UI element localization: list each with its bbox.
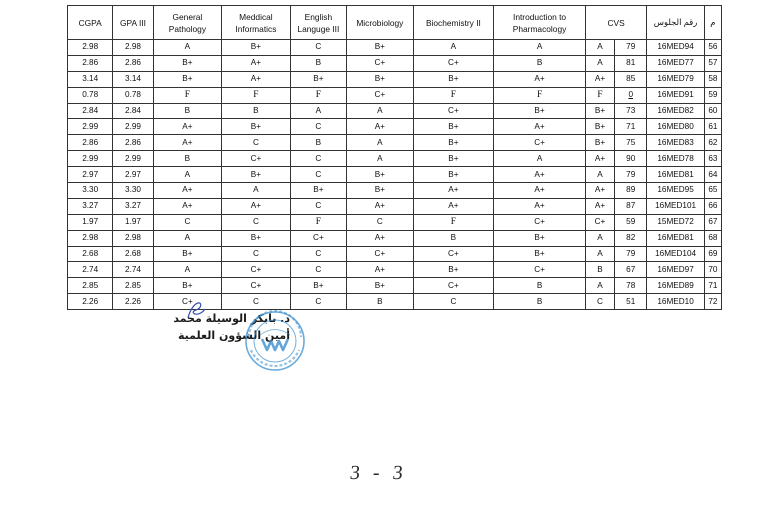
cvs-score-cell: 71 bbox=[615, 119, 647, 135]
medical-informatics-cell: F bbox=[222, 87, 291, 103]
cvs-score-cell: 85 bbox=[615, 71, 647, 87]
microbiology-cell: C bbox=[347, 214, 414, 230]
gpa-cell: 3.14 bbox=[113, 71, 153, 87]
table-row bbox=[68, 119, 722, 135]
table-row bbox=[68, 214, 722, 230]
page-number: 3 - 3 bbox=[348, 462, 408, 484]
pharmacology-cell: C+ bbox=[494, 262, 586, 278]
gpa-cell: 2.99 bbox=[113, 119, 153, 135]
cvs-score-cell: 73 bbox=[615, 103, 647, 119]
microbiology-cell: A+ bbox=[347, 198, 414, 214]
microbiology-cell: C+ bbox=[347, 246, 414, 262]
biochemistry-cell: C+ bbox=[413, 103, 494, 119]
table-row bbox=[68, 230, 722, 246]
seat-number-cell: 16MED101 bbox=[647, 198, 704, 214]
gpa-cell: 2.99 bbox=[113, 151, 153, 167]
table-row bbox=[68, 278, 722, 294]
cvs-grade-cell: B bbox=[585, 262, 614, 278]
english-cell: B bbox=[290, 135, 346, 151]
seat-number-cell: 16MED77 bbox=[647, 55, 704, 71]
microbiology-cell: A bbox=[347, 103, 414, 119]
english-cell: A bbox=[290, 103, 346, 119]
serial-cell: 62 bbox=[704, 135, 721, 151]
cgpa-cell: 2.86 bbox=[68, 55, 113, 71]
english-cell: C bbox=[290, 167, 346, 183]
serial-cell: 57 bbox=[704, 55, 721, 71]
header-cgpa: CGPA bbox=[68, 6, 113, 40]
serial-cell: 71 bbox=[704, 278, 721, 294]
cvs-score-cell: 79 bbox=[615, 40, 647, 56]
cvs-grade-cell: A+ bbox=[585, 183, 614, 199]
cvs-grade-cell: B+ bbox=[585, 103, 614, 119]
table-row bbox=[68, 71, 722, 87]
microbiology-cell: A+ bbox=[347, 119, 414, 135]
cvs-score-cell: 67 bbox=[615, 262, 647, 278]
cgpa-cell: 3.27 bbox=[68, 198, 113, 214]
cgpa-cell: 2.26 bbox=[68, 294, 113, 310]
cvs-score-cell: 78 bbox=[615, 278, 647, 294]
english-cell: F bbox=[290, 214, 346, 230]
gpa-cell: 0.78 bbox=[113, 87, 153, 103]
microbiology-cell: B+ bbox=[347, 167, 414, 183]
pharmacology-cell: A+ bbox=[494, 167, 586, 183]
cvs-score-cell: 81 bbox=[615, 55, 647, 71]
pharmacology-cell: B bbox=[494, 278, 586, 294]
cvs-grade-cell: C+ bbox=[585, 214, 614, 230]
biochemistry-cell: B+ bbox=[413, 119, 494, 135]
medical-informatics-cell: B+ bbox=[222, 40, 291, 56]
seat-number-cell: 16MED81 bbox=[647, 167, 704, 183]
cgpa-cell: 2.98 bbox=[68, 40, 113, 56]
grades-table bbox=[67, 5, 722, 310]
cvs-score-cell: 82 bbox=[615, 230, 647, 246]
general-pathology-cell: C bbox=[153, 214, 222, 230]
cvs-score-cell: 0 bbox=[615, 87, 647, 103]
gpa-cell: 2.97 bbox=[113, 167, 153, 183]
cvs-score-cell: 90 bbox=[615, 151, 647, 167]
table-row bbox=[68, 262, 722, 278]
header-gpa: GPA III bbox=[113, 6, 153, 40]
table-row bbox=[68, 135, 722, 151]
pharmacology-cell: B bbox=[494, 294, 586, 310]
general-pathology-cell: B+ bbox=[153, 246, 222, 262]
biochemistry-cell: A+ bbox=[413, 183, 494, 199]
cvs-score-cell: 87 bbox=[615, 198, 647, 214]
serial-cell: 61 bbox=[704, 119, 721, 135]
microbiology-cell: A+ bbox=[347, 230, 414, 246]
cvs-grade-cell: A bbox=[585, 246, 614, 262]
pharmacology-cell: B bbox=[494, 55, 586, 71]
serial-cell: 59 bbox=[704, 87, 721, 103]
cgpa-cell: 2.86 bbox=[68, 135, 113, 151]
cvs-score-cell: 79 bbox=[615, 246, 647, 262]
biochemistry-cell: C+ bbox=[413, 55, 494, 71]
cgpa-cell: 2.99 bbox=[68, 151, 113, 167]
header-biochemistry: Biochemistry II bbox=[413, 6, 494, 40]
medical-informatics-cell: C bbox=[222, 214, 291, 230]
biochemistry-cell: C+ bbox=[413, 246, 494, 262]
microbiology-cell: B bbox=[347, 294, 414, 310]
gpa-cell: 2.74 bbox=[113, 262, 153, 278]
cvs-grade-cell: A+ bbox=[585, 71, 614, 87]
serial-cell: 67 bbox=[704, 214, 721, 230]
cgpa-cell: 2.85 bbox=[68, 278, 113, 294]
college-seal bbox=[243, 310, 307, 372]
english-cell: C bbox=[290, 151, 346, 167]
biochemistry-cell: C+ bbox=[413, 278, 494, 294]
biochemistry-cell: B+ bbox=[413, 262, 494, 278]
cvs-grade-cell: A+ bbox=[585, 198, 614, 214]
pharmacology-cell: A+ bbox=[494, 71, 586, 87]
medical-informatics-cell: B+ bbox=[222, 230, 291, 246]
medical-informatics-cell: C+ bbox=[222, 151, 291, 167]
serial-cell: 58 bbox=[704, 71, 721, 87]
pharmacology-cell: A+ bbox=[494, 198, 586, 214]
header-microbiology: Microbiology bbox=[347, 6, 414, 40]
cvs-score-cell: 51 bbox=[615, 294, 647, 310]
seat-number-cell: 16MED104 bbox=[647, 246, 704, 262]
biochemistry-cell: B+ bbox=[413, 135, 494, 151]
biochemistry-cell: A bbox=[413, 40, 494, 56]
pharmacology-cell: B+ bbox=[494, 230, 586, 246]
pharmacology-cell: A+ bbox=[494, 183, 586, 199]
serial-cell: 56 bbox=[704, 40, 721, 56]
table-row bbox=[68, 55, 722, 71]
medical-informatics-cell: A+ bbox=[222, 55, 291, 71]
general-pathology-cell: A+ bbox=[153, 135, 222, 151]
english-cell: B+ bbox=[290, 71, 346, 87]
general-pathology-cell: A+ bbox=[153, 198, 222, 214]
serial-cell: 69 bbox=[704, 246, 721, 262]
seat-number-cell: 16MED89 bbox=[647, 278, 704, 294]
gpa-cell: 2.85 bbox=[113, 278, 153, 294]
gpa-cell: 3.27 bbox=[113, 198, 153, 214]
biochemistry-cell: B+ bbox=[413, 151, 494, 167]
cvs-score-cell: 59 bbox=[615, 214, 647, 230]
cvs-score-cell: 75 bbox=[615, 135, 647, 151]
english-cell: B bbox=[290, 55, 346, 71]
microbiology-cell: C+ bbox=[347, 55, 414, 71]
general-pathology-cell: A bbox=[153, 230, 222, 246]
signatory-name: د. بابكر الوسيلة محمد bbox=[173, 312, 290, 325]
general-pathology-cell: A bbox=[153, 40, 222, 56]
medical-informatics-cell: A bbox=[222, 183, 291, 199]
header-general-pathology: General Pathology bbox=[153, 6, 222, 40]
medical-informatics-cell: B+ bbox=[222, 167, 291, 183]
table-row bbox=[68, 151, 722, 167]
gpa-cell: 1.97 bbox=[113, 214, 153, 230]
cgpa-cell: 2.97 bbox=[68, 167, 113, 183]
general-pathology-cell: B+ bbox=[153, 278, 222, 294]
gpa-cell: 2.26 bbox=[113, 294, 153, 310]
gpa-cell: 2.84 bbox=[113, 103, 153, 119]
medical-informatics-cell: A+ bbox=[222, 71, 291, 87]
gpa-cell: 2.68 bbox=[113, 246, 153, 262]
gpa-cell: 2.86 bbox=[113, 55, 153, 71]
table-row bbox=[68, 103, 722, 119]
english-cell: C+ bbox=[290, 230, 346, 246]
pharmacology-cell: F bbox=[494, 87, 586, 103]
cgpa-cell: 0.78 bbox=[68, 87, 113, 103]
serial-cell: 68 bbox=[704, 230, 721, 246]
cgpa-cell: 2.99 bbox=[68, 119, 113, 135]
table-row bbox=[68, 294, 722, 310]
microbiology-cell: B+ bbox=[347, 183, 414, 199]
cvs-grade-cell: F bbox=[585, 87, 614, 103]
cgpa-cell: 2.68 bbox=[68, 246, 113, 262]
serial-cell: 60 bbox=[704, 103, 721, 119]
gpa-cell: 2.98 bbox=[113, 40, 153, 56]
english-cell: B+ bbox=[290, 183, 346, 199]
microbiology-cell: B+ bbox=[347, 71, 414, 87]
cgpa-cell: 3.30 bbox=[68, 183, 113, 199]
microbiology-cell: B+ bbox=[347, 278, 414, 294]
seat-number-cell: 16MED10 bbox=[647, 294, 704, 310]
general-pathology-cell: B+ bbox=[153, 55, 222, 71]
seat-number-cell: 16MED97 bbox=[647, 262, 704, 278]
seat-number-cell: 16MED80 bbox=[647, 119, 704, 135]
seat-number-cell: 16MED91 bbox=[647, 87, 704, 103]
table-row bbox=[68, 183, 722, 199]
pharmacology-cell: B+ bbox=[494, 103, 586, 119]
seat-number-cell: 16MED81 bbox=[647, 230, 704, 246]
serial-cell: 63 bbox=[704, 151, 721, 167]
gpa-cell: 2.98 bbox=[113, 230, 153, 246]
header-seat-number: رقم الجلوس bbox=[647, 6, 704, 40]
seat-number-cell: 16MED78 bbox=[647, 151, 704, 167]
general-pathology-cell: A bbox=[153, 262, 222, 278]
cvs-grade-cell: A bbox=[585, 40, 614, 56]
cvs-grade-cell: B+ bbox=[585, 135, 614, 151]
general-pathology-cell: C+ bbox=[153, 294, 222, 310]
cgpa-cell: 1.97 bbox=[68, 214, 113, 230]
cgpa-cell: 2.98 bbox=[68, 230, 113, 246]
general-pathology-cell: F bbox=[153, 87, 222, 103]
cgpa-cell: 2.74 bbox=[68, 262, 113, 278]
medical-informatics-cell: C bbox=[222, 294, 291, 310]
pharmacology-cell: A bbox=[494, 151, 586, 167]
seat-number-cell: 15MED72 bbox=[647, 214, 704, 230]
cvs-grade-cell: A bbox=[585, 55, 614, 71]
biochemistry-cell: A+ bbox=[413, 198, 494, 214]
cvs-grade-cell: A bbox=[585, 167, 614, 183]
pharmacology-cell: A+ bbox=[494, 119, 586, 135]
cgpa-cell: 3.14 bbox=[68, 71, 113, 87]
general-pathology-cell: A+ bbox=[153, 119, 222, 135]
table-row bbox=[68, 246, 722, 262]
gpa-cell: 3.30 bbox=[113, 183, 153, 199]
biochemistry-cell: F bbox=[413, 214, 494, 230]
header-cvs: CVS bbox=[585, 6, 646, 40]
medical-informatics-cell: C bbox=[222, 135, 291, 151]
biochemistry-cell: F bbox=[413, 87, 494, 103]
serial-cell: 72 bbox=[704, 294, 721, 310]
table-row bbox=[68, 198, 722, 214]
seat-number-cell: 16MED95 bbox=[647, 183, 704, 199]
cvs-score-cell: 89 bbox=[615, 183, 647, 199]
general-pathology-cell: B bbox=[153, 151, 222, 167]
serial-cell: 65 bbox=[704, 183, 721, 199]
medical-informatics-cell: C bbox=[222, 246, 291, 262]
medical-informatics-cell: B+ bbox=[222, 119, 291, 135]
pharmacology-cell: A bbox=[494, 40, 586, 56]
english-cell: C bbox=[290, 262, 346, 278]
biochemistry-cell: B bbox=[413, 230, 494, 246]
cgpa-cell: 2.84 bbox=[68, 103, 113, 119]
grades-body bbox=[68, 40, 722, 310]
microbiology-cell: B+ bbox=[347, 40, 414, 56]
biochemistry-cell: B+ bbox=[413, 167, 494, 183]
table-row bbox=[68, 40, 722, 56]
microbiology-cell: A bbox=[347, 151, 414, 167]
cvs-grade-cell: A bbox=[585, 230, 614, 246]
english-cell: F bbox=[290, 87, 346, 103]
pharmacology-cell: C+ bbox=[494, 135, 586, 151]
cvs-grade-cell: B+ bbox=[585, 119, 614, 135]
pharmacology-cell: C+ bbox=[494, 214, 586, 230]
signatory-title: أمين الشؤون العلمية bbox=[178, 329, 290, 342]
seat-number-cell: 16MED83 bbox=[647, 135, 704, 151]
table-row bbox=[68, 87, 722, 103]
pharmacology-cell: B+ bbox=[494, 246, 586, 262]
general-pathology-cell: A bbox=[153, 167, 222, 183]
cvs-grade-cell: A+ bbox=[585, 151, 614, 167]
english-cell: C bbox=[290, 119, 346, 135]
cvs-grade-cell: C bbox=[585, 294, 614, 310]
general-pathology-cell: B bbox=[153, 103, 222, 119]
english-cell: C bbox=[290, 294, 346, 310]
cvs-score-cell: 79 bbox=[615, 167, 647, 183]
general-pathology-cell: B+ bbox=[153, 71, 222, 87]
english-cell: C bbox=[290, 40, 346, 56]
cvs-grade-cell: A bbox=[585, 278, 614, 294]
serial-cell: 66 bbox=[704, 198, 721, 214]
english-cell: C bbox=[290, 246, 346, 262]
seat-number-cell: 16MED94 bbox=[647, 40, 704, 56]
seat-number-cell: 16MED79 bbox=[647, 71, 704, 87]
gpa-cell: 2.86 bbox=[113, 135, 153, 151]
medical-informatics-cell: B bbox=[222, 103, 291, 119]
seat-number-cell: 16MED82 bbox=[647, 103, 704, 119]
biochemistry-cell: B+ bbox=[413, 71, 494, 87]
header-medical-informatics: Meddical Informatics bbox=[222, 6, 291, 40]
header-pharmacology: Introduction to Pharmacology bbox=[494, 6, 586, 40]
header-serial: م bbox=[704, 6, 721, 40]
serial-cell: 64 bbox=[704, 167, 721, 183]
general-pathology-cell: A+ bbox=[153, 183, 222, 199]
microbiology-cell: A bbox=[347, 135, 414, 151]
header-row bbox=[68, 6, 722, 40]
medical-informatics-cell: C+ bbox=[222, 262, 291, 278]
english-cell: C bbox=[290, 198, 346, 214]
english-cell: B+ bbox=[290, 278, 346, 294]
medical-informatics-cell: A+ bbox=[222, 198, 291, 214]
microbiology-cell: C+ bbox=[347, 87, 414, 103]
medical-informatics-cell: C+ bbox=[222, 278, 291, 294]
table-row bbox=[68, 167, 722, 183]
microbiology-cell: A+ bbox=[347, 262, 414, 278]
biochemistry-cell: C bbox=[413, 294, 494, 310]
serial-cell: 70 bbox=[704, 262, 721, 278]
header-english: English Languge III bbox=[290, 6, 346, 40]
